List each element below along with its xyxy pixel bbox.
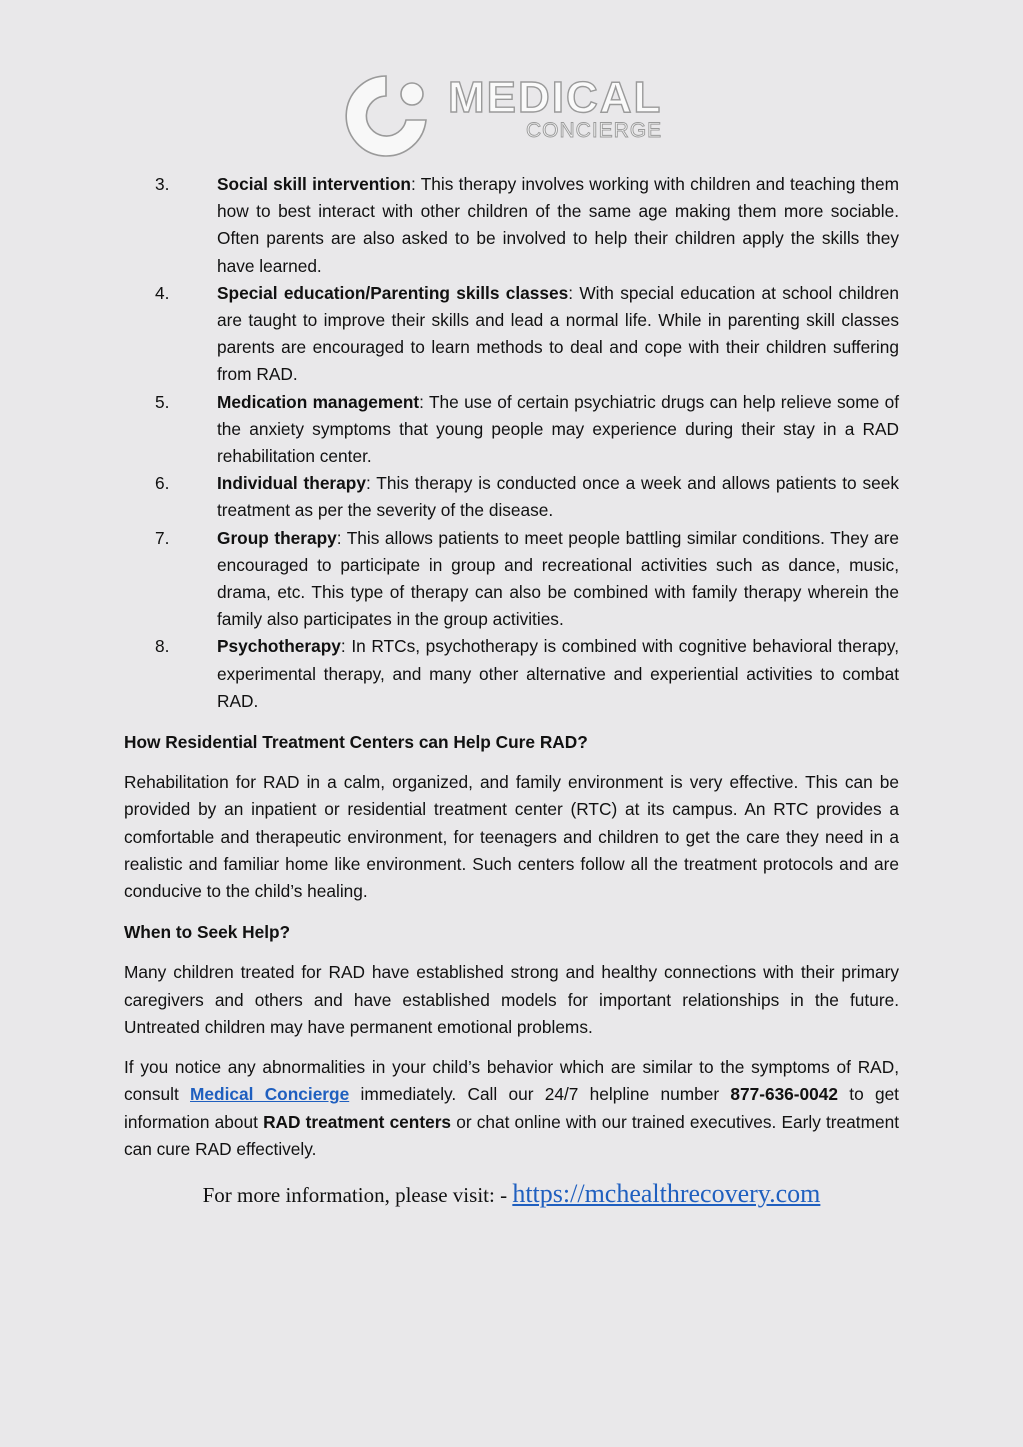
contact-text: or chat online with our trained executives. Early treatment can cure RAD effectively. bbox=[124, 1111, 899, 1159]
list-number: 6. bbox=[155, 473, 170, 494]
rad-treatment-centers-text: RAD treatment centers bbox=[263, 1111, 452, 1132]
contact-text: to get information about bbox=[124, 1084, 899, 1132]
list-term: Medication management bbox=[217, 391, 420, 412]
list-text: : In RTCs, psychotherapy is combined with cognitive behavioral therapy, experimental therapy, and many other alternative and experiential activities to combat RAD. bbox=[217, 636, 899, 711]
contact-text: If you notice any abnormalities in your child’s behavior which are similar to the symptoms of RAD, consult bbox=[124, 1057, 899, 1105]
list-item bbox=[124, 280, 899, 389]
document-body bbox=[124, 171, 899, 1210]
list-item bbox=[124, 470, 899, 524]
list-number: 5. bbox=[155, 391, 170, 412]
medical-concierge-logo bbox=[340, 70, 685, 162]
list-number: 3. bbox=[155, 174, 170, 194]
logo-word-concierge: CONCIERGE bbox=[526, 119, 663, 142]
list-text: : This allows patients to meet people battling similar conditions. They are encouraged to participate in group and recreational activities such as dance, music, drama, etc. This type of therapy can also be combined with family therapy wherein the family also participates in the group activities. bbox=[217, 527, 899, 630]
footer-label: For more information, please visit: - bbox=[202, 1182, 513, 1207]
footer bbox=[124, 1179, 899, 1210]
contact-text: immediately. Call our 24/7 helpline number bbox=[349, 1084, 731, 1105]
list-number: 8. bbox=[155, 636, 170, 657]
list-number: 7. bbox=[155, 527, 170, 548]
list-text: : This therapy is conducted once a week and allows patients to seek treatment as per the severity of the disease. bbox=[217, 473, 899, 521]
list-term: Individual therapy bbox=[217, 473, 366, 494]
medical-concierge-logo-icon bbox=[340, 70, 440, 162]
list-term: Special education/Parenting skills classes bbox=[217, 282, 569, 303]
logo-word-medical: MEDICAL bbox=[448, 73, 663, 122]
list-text: : The use of certain psychiatric drugs can help relieve some of the anxiety symptoms that young people may experience during their stay in a RAD rehabilitation center. bbox=[217, 391, 899, 467]
list-text: : This therapy involves working with children and teaching them how to best interact with other children of the same age making them more sociable. Often parents are also asked to be involved to help their children apply the skills they have learned. bbox=[217, 174, 899, 276]
treatment-list bbox=[124, 171, 899, 715]
section-heading-seek-help: When to Seek Help? bbox=[124, 922, 291, 943]
list-term: Social skill intervention bbox=[217, 174, 411, 194]
list-item bbox=[124, 633, 899, 715]
list-number: 4. bbox=[155, 282, 170, 303]
section-heading-rtc: How Residential Treatment Centers can Help Cure RAD? bbox=[124, 732, 588, 753]
website-link[interactable]: https://mchealthrecovery.com bbox=[512, 1178, 821, 1208]
list-item bbox=[124, 389, 899, 471]
list-item bbox=[124, 525, 899, 634]
list-term: Psychotherapy bbox=[217, 636, 341, 657]
section-paragraph-rtc: Rehabilitation for RAD in a calm, organized, and family environment is very effective. This can be provided by an inpatient or residential treatment center (RTC) at its campus. An RTC provides a comfortable and therapeutic environment, for teenagers and children to get the care they need in a realistic and familiar home like environment. Such centers follow all the treatment protocols and are conducive to the child’s healing. bbox=[124, 772, 899, 902]
list-term: Group therapy bbox=[217, 527, 337, 548]
section-paragraph-seek-help: Many children treated for RAD have established strong and healthy connections with their primary caregivers and others and have established models for important relationships in the future. Untreated children may have permanent emotional problems. bbox=[124, 962, 899, 1037]
list-text: : With special education at school children are taught to improve their skills and lead a normal life. While in parenting skill classes parents are encouraged to learn methods to deal and cope with their children suffering from RAD. bbox=[217, 282, 899, 385]
section-paragraph-contact bbox=[124, 1054, 899, 1163]
list-item bbox=[124, 171, 899, 280]
helpline-number: 877-636-0042 bbox=[730, 1084, 838, 1105]
medical-concierge-link[interactable]: Medical Concierge bbox=[190, 1084, 350, 1105]
